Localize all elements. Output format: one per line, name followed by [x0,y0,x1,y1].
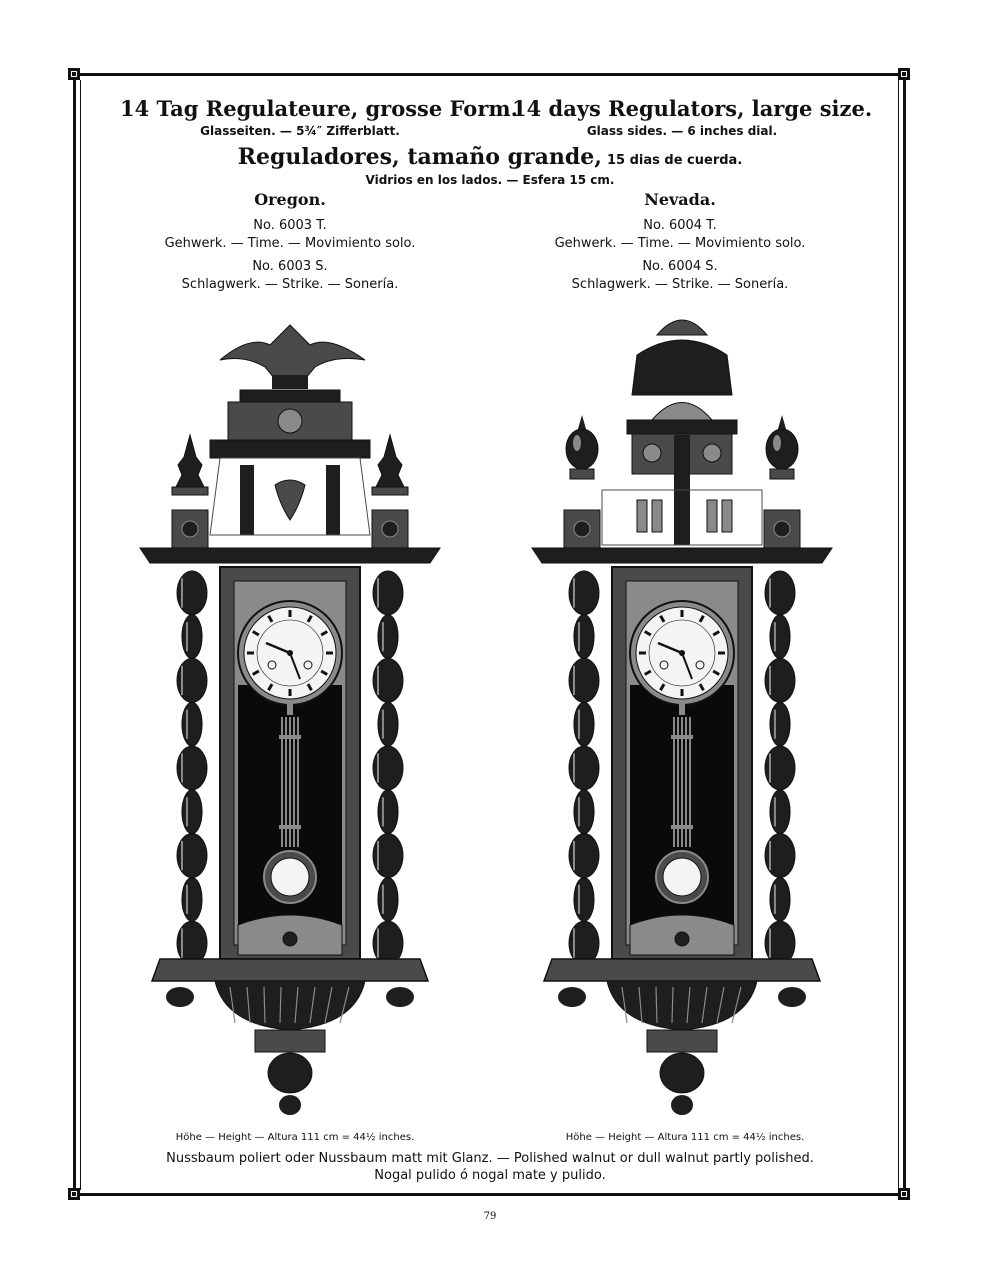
corner-ornament-tr [898,68,910,80]
left-finial [172,435,208,495]
base-shelf [544,959,820,981]
de-title: 14 Tag Regulateure, grosse Form. [120,96,518,121]
bottom-finial [268,1053,312,1093]
clock-illustration-oregon [140,305,440,1125]
gadrooned-bowl [607,981,757,1030]
right-column [373,571,403,965]
right-finial [766,415,798,479]
bottom-knob [279,1095,301,1115]
clock-desc-time: Gehwerk. — Time. — Movimiento solo. [164,236,416,251]
es-title [190,144,790,170]
clock-number-time: No. 6004 T. [643,218,717,233]
right-rosette [774,521,790,537]
corner-ornament-bl [68,1188,80,1200]
bottom-finial [660,1053,704,1093]
frame-bottom-line [75,1193,905,1196]
clock-desc-strike: Schlagwerk. — Strike. — Sonería. [571,277,789,292]
clock-name: Oregon. [254,190,326,209]
right-drop [386,987,414,1007]
left-column [569,571,599,965]
page-number: 79 [483,1211,497,1222]
lower-rosette [675,932,689,946]
frame-left-line [73,75,76,1195]
frame-inner-left-line [80,80,81,1190]
es-title-tail: 15 dias de cuerda. [606,153,743,168]
right-finial [372,435,408,495]
right-drop [778,987,806,1007]
lower-rosette [283,932,297,946]
left-finial [566,415,598,479]
cornice [532,548,832,563]
es-subtitle: Vidrios en los lados. — Esfera 15 cm. [365,173,615,187]
frame-top-line [75,73,905,76]
clock-name: Nevada. [644,190,716,209]
es-title-main: Reguladores, tamaño grande, [237,144,602,170]
frame-inner-right-line [898,80,899,1190]
en-title: 14 days Regulators, large size. [512,96,873,121]
de-subtitle: Glasseiten. — 5¾″ Zifferblatt. [200,124,400,138]
right-rosette [382,521,398,537]
clock-dial [630,601,734,705]
bottom-knob [671,1095,693,1115]
clock-number-strike: No. 6003 S. [252,259,328,274]
clock-illustration-nevada [532,305,832,1125]
clock-body [532,320,832,1115]
finish-line-1: Nussbaum poliert oder Nussbaum matt mit Glanz. — Polished walnut or dull walnut partly polished. [166,1151,814,1166]
left-column [177,571,207,965]
cornice [140,548,440,563]
frame-right-line [903,75,906,1195]
corner-ornament-br [898,1188,910,1200]
corner-ornament-tl [68,68,80,80]
clock-number-strike: No. 6004 S. [642,259,718,274]
clock-number-time: No. 6003 T. [253,218,327,233]
shell-crest [602,320,762,545]
height-caption-nevada: Höhe — Height — Altura 111 cm = 44½ inches. [565,1132,805,1143]
clock-body [140,325,440,1115]
height-caption-oregon: Höhe — Height — Altura 111 cm = 44½ inches. [175,1132,415,1143]
left-rosette [182,521,198,537]
base-block [647,1030,717,1052]
clock-desc-strike: Schlagwerk. — Strike. — Sonería. [181,277,399,292]
clock-desc-time: Gehwerk. — Time. — Movimiento solo. [554,236,806,251]
base-block [255,1030,325,1052]
eagle-crest [210,325,370,535]
left-drop [166,987,194,1007]
base-shelf [152,959,428,981]
left-drop [558,987,586,1007]
gadrooned-bowl [215,981,365,1030]
left-rosette [574,521,590,537]
clock-dial [238,601,342,705]
en-subtitle: Glass sides. — 6 inches dial. [586,124,778,138]
right-column [765,571,795,965]
finish-line-2: Nogal pulido ó nogal mate y pulido. [374,1168,606,1183]
